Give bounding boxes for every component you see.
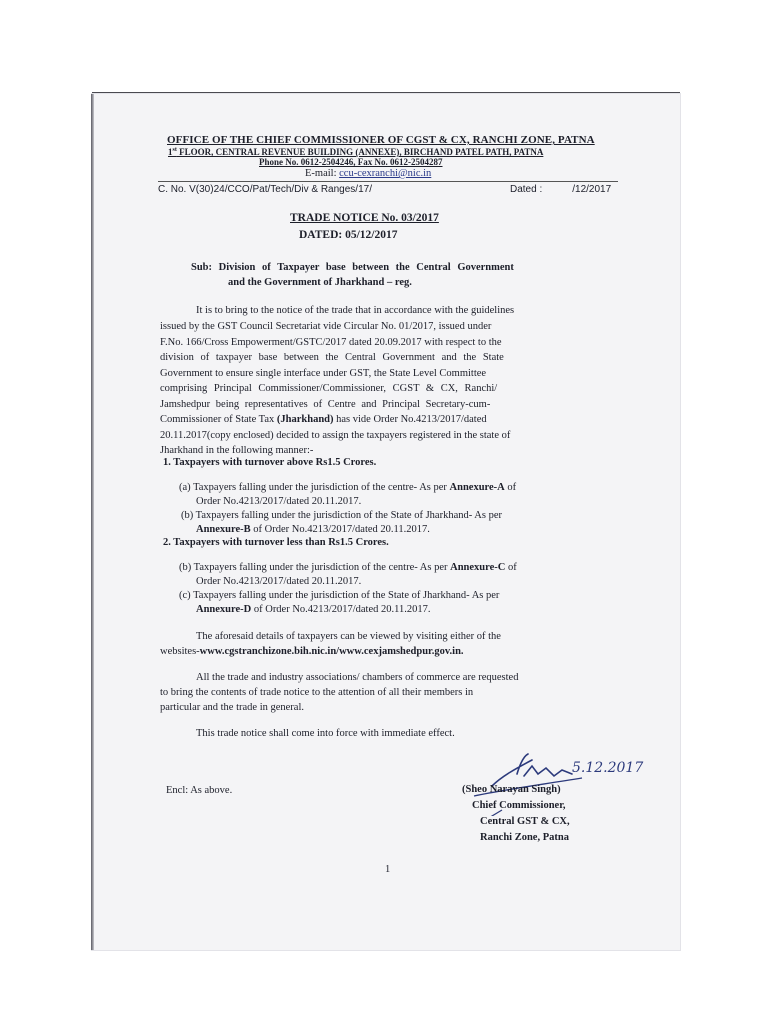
scan-edge xyxy=(91,94,94,950)
enclosure-note: Encl: As above. xyxy=(166,785,233,796)
reference-date: Dated : /12/2017 xyxy=(510,184,612,195)
intro-line: comprising Principal Commissioner/Commissioner, CGST & CX, Ranchi/ xyxy=(160,383,498,394)
list-item: Annexure-D of Order No.4213/2017/dated 20.11.2017. xyxy=(196,604,431,615)
file-reference: C. No. V(30)24/CCO/Pat/Tech/Div & Ranges/17/ xyxy=(158,184,372,195)
intro-line: It is to bring to the notice of the trade that in accordance with the guidelines xyxy=(196,305,515,316)
section-heading: 1. Taxpayers with turnover above Rs1.5 Crores. xyxy=(163,457,377,468)
associations-line: All the trade and industry associations/ chambers of commerce are requested xyxy=(196,672,519,683)
intro-line: Jharkhand in the following manner:- xyxy=(160,445,314,456)
list-item: Annexure-B of Order No.4213/2017/dated 20.11.2017. xyxy=(196,524,430,535)
header-rule xyxy=(158,181,618,182)
notice-title: TRADE NOTICE No. 03/2017 xyxy=(290,212,439,224)
office-email: E-mail: ccu-cexranchi@nic.in xyxy=(305,168,432,179)
associations-line: to bring the contents of trade notice to the attention of all their members in xyxy=(160,687,474,698)
office-address: 1st FLOOR, CENTRAL REVENUE BUILDING (ANNEXE), BIRCHAND PATEL PATH, PATNA xyxy=(168,147,544,157)
associations-line: particular and the trade in general. xyxy=(160,702,305,713)
subject-line: and the Government of Jharkhand – reg. xyxy=(228,277,412,288)
intro-line: Jamshedpur being representatives of Centre and Principal Secretary-cum- xyxy=(160,399,491,410)
intro-line: 20.11.2017(copy enclosed) decided to assign the taxpayers registered in the state of xyxy=(160,430,511,441)
office-phone: Phone No. 0612-2504246, Fax No. 0612-2504287 xyxy=(259,157,443,167)
websites-line: websites-www.cgstranchizone.bih.nic.in/www.cexjamshedpur.gov.in. xyxy=(160,646,464,657)
intro-line: F.No. 166/Cross Empowerment/GSTC/2017 dated 20.09.2017 with respect to the xyxy=(160,337,502,348)
list-item: (b) Taxpayers falling under the jurisdiction of the State of Jharkhand- As per xyxy=(181,510,502,521)
signatory-name: (Sheo Narayan Singh) xyxy=(462,784,561,795)
signatory-office: Central GST & CX, xyxy=(480,816,570,827)
list-item: Order No.4213/2017/dated 20.11.2017. xyxy=(196,496,362,507)
websites-line: The aforesaid details of taxpayers can be viewed by visiting either of the xyxy=(196,631,501,642)
intro-line: Government to ensure single interface under GST, the State Level Committee xyxy=(160,368,487,379)
signatory-zone: Ranchi Zone, Patna xyxy=(480,832,569,843)
email-link[interactable]: ccu-cexranchi@nic.in xyxy=(339,168,432,179)
subject-line: Sub: Division of Taxpayer base between the Central Government xyxy=(191,262,514,273)
intro-line: issued by the GST Council Secretariat vide Circular No. 01/2017, issued under xyxy=(160,321,492,332)
intro-line: Commissioner of State Tax (Jharkhand) has vide Order No.4213/2017/dated xyxy=(160,414,487,425)
page-number: 1 xyxy=(385,864,391,875)
notice-date: DATED: 05/12/2017 xyxy=(299,229,398,241)
section-heading: 2. Taxpayers with turnover less than Rs1.5 Crores. xyxy=(163,537,389,548)
effect-line: This trade notice shall come into force with immediate effect. xyxy=(196,728,455,739)
intro-line: division of taxpayer base between the Central Government and the State xyxy=(160,352,504,363)
list-item: (a) Taxpayers falling under the jurisdiction of the centre- As per Annexure-A of xyxy=(179,482,517,493)
list-item: (b) Taxpayers falling under the jurisdiction of the centre- As per Annexure-C of xyxy=(179,562,517,573)
handwritten-date: 5.12.2017 xyxy=(572,760,644,776)
websites-link[interactable]: www.cgstranchizone.bih.nic.in/www.cexjamshedpur.gov.in. xyxy=(199,646,464,657)
signatory-designation: Chief Commissioner, xyxy=(472,800,566,811)
list-item: Order No.4213/2017/dated 20.11.2017. xyxy=(196,576,362,587)
list-item: (c) Taxpayers falling under the jurisdiction of the State of Jharkhand- As per xyxy=(179,590,500,601)
office-heading: OFFICE OF THE CHIEF COMMISSIONER OF CGST & CX, RANCHI ZONE, PATNA xyxy=(167,134,595,146)
